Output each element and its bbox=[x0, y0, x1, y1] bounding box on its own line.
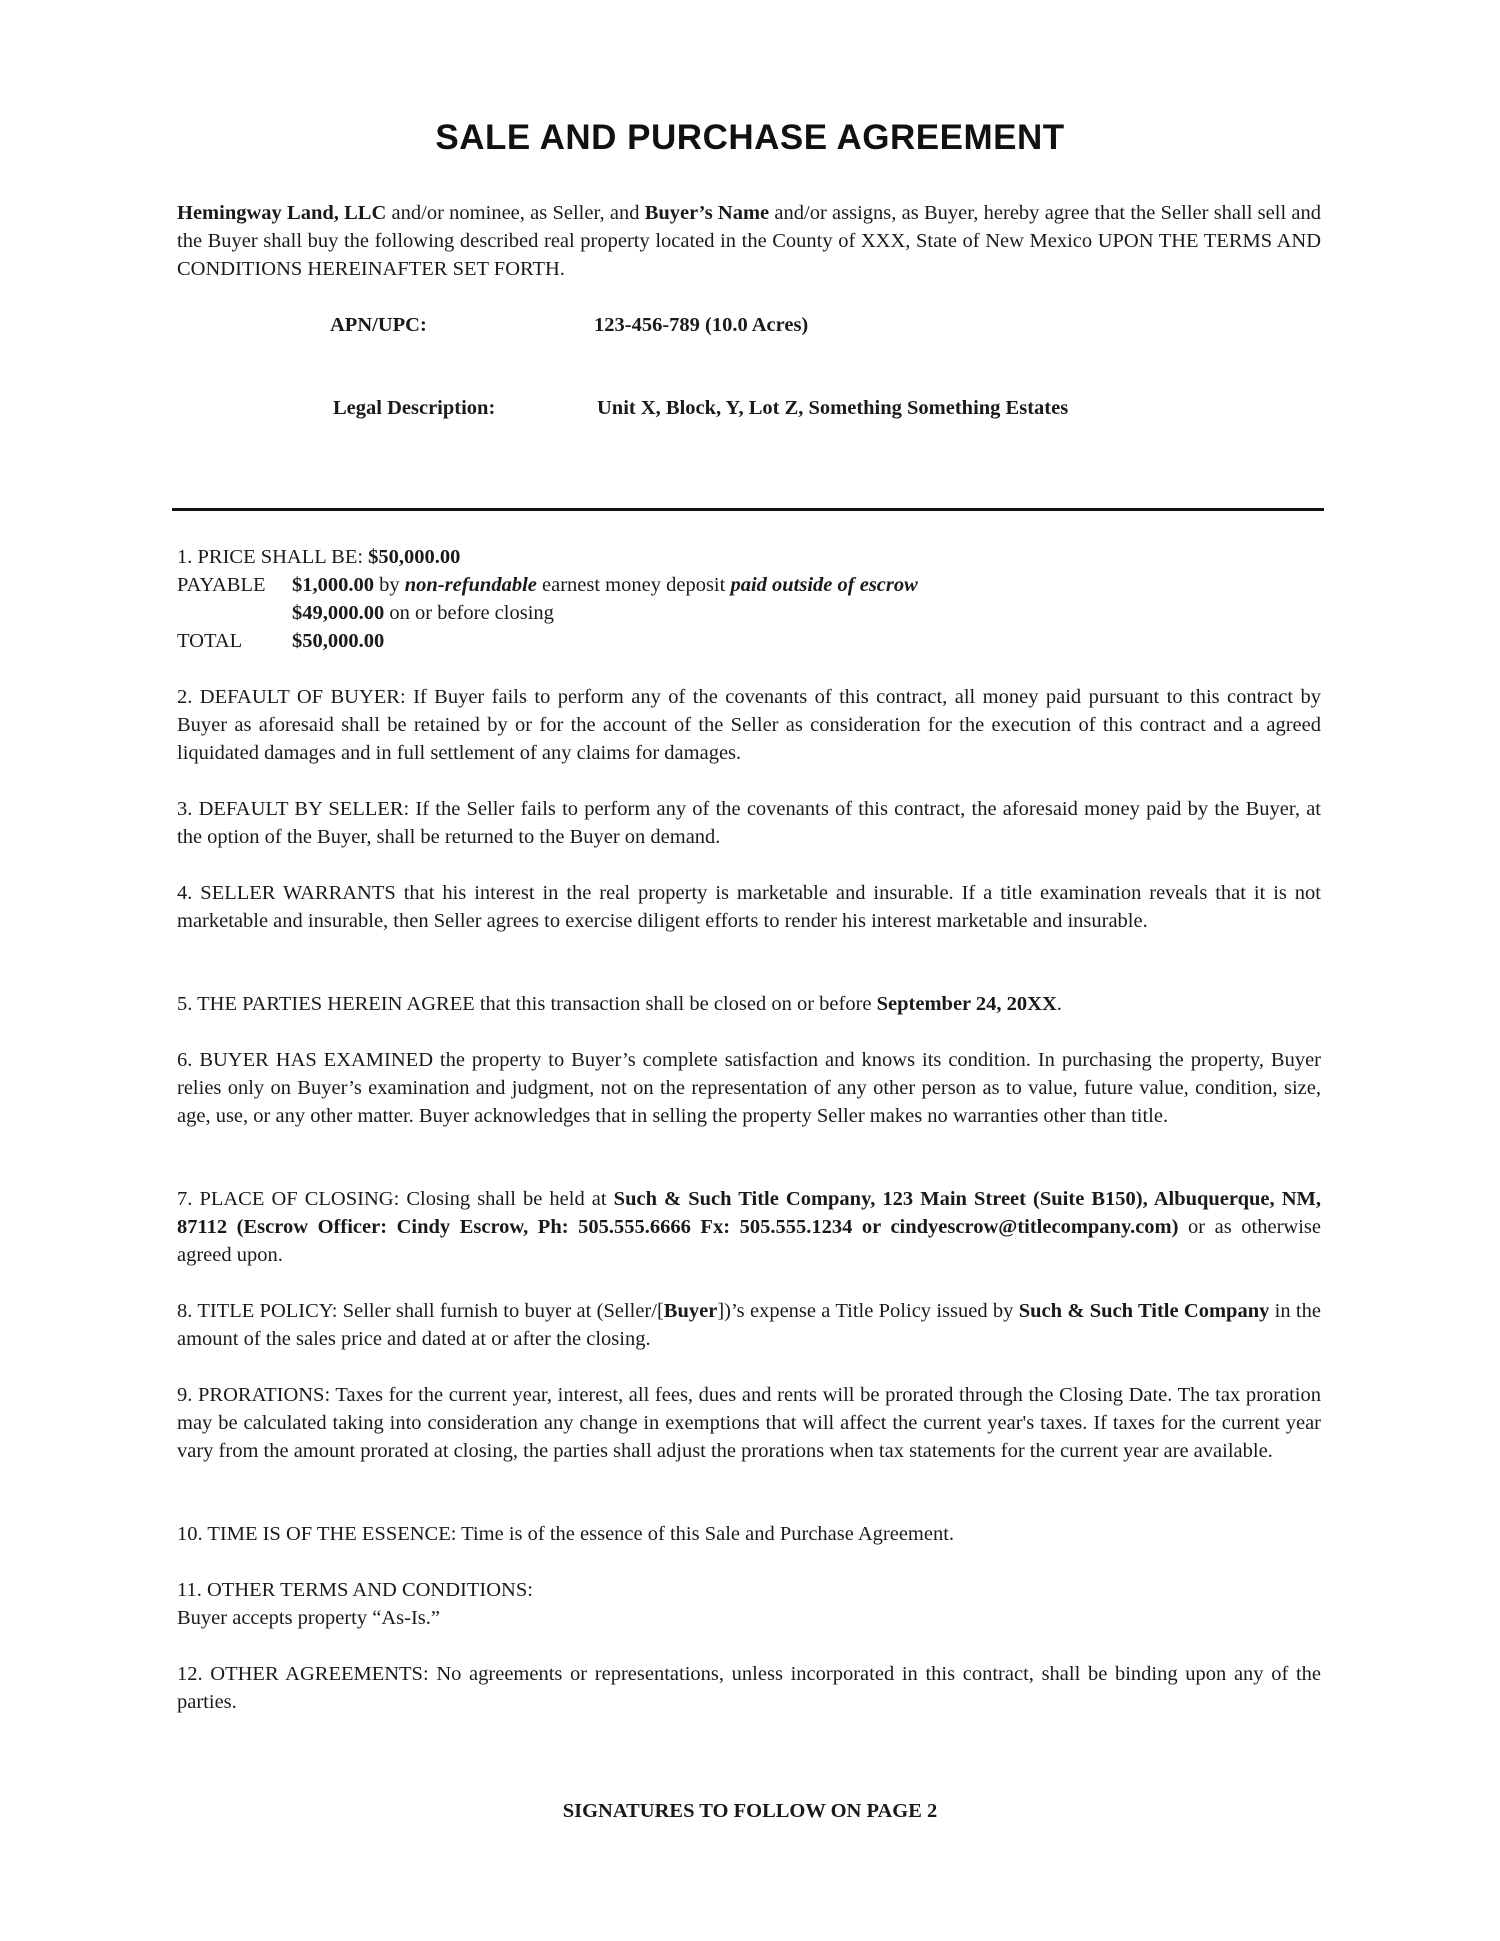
payable-line: PAYABLE $1,000.00 by non-refundable earnest money deposit paid outside of escrow bbox=[177, 574, 918, 596]
section-6: 6. BUYER HAS EXAMINED the property to Buyer’s complete satisfaction and knows its condition. In purchasing the property, Buyer relies only on Buyer’s examination and judgment, not on the representation of any other person as to value, future value, condition, size, age, use, or any other matter. Buyer acknowledges that in selling the property Seller makes no warranties other than title. bbox=[177, 1049, 1321, 1127]
intro-paragraph: Hemingway Land, LLC and/or nominee, as Seller, and Buyer’s Name and/or assigns, as Buyer, hereby agree that the Seller shall sell and the Buyer shall buy the following described real property located in the County of XXX, State of New Mexico UPON THE TERMS AND CONDITIONS HEREINAFTER SET FORTH. bbox=[177, 202, 1321, 280]
section-4: 4. SELLER WARRANTS that his interest in the real property is marketable and insurable. If a title examination reveals that it is not marketable and insurable, then Seller agrees to exercise diligent efforts to render his interest marketable and insurable. bbox=[177, 882, 1321, 932]
apn-label: APN/UPC: bbox=[330, 314, 427, 336]
seller-name: Hemingway Land, LLC bbox=[177, 202, 387, 224]
signatures-note: SIGNATURES TO FOLLOW ON PAGE 2 bbox=[562, 1800, 938, 1822]
balance-line: $49,000.00 on or before closing bbox=[292, 602, 554, 624]
section-7: 7. PLACE OF CLOSING: Closing shall be held at Such & Such Title Company, 123 Main Street (Suite B150), Albuquerque, NM, 87112 (Escrow Officer: Cindy Escrow, Ph: 505.555.6666 Fx: 505.555.1234 or cindyescrow@titlecompany.com) or as otherwise agreed upon. bbox=[177, 1188, 1322, 1266]
section-5: 5. THE PARTIES HEREIN AGREE that this transaction shall be closed on or before September 24, 20XX. bbox=[177, 993, 1062, 1015]
section-12: 12. OTHER AGREEMENTS: No agreements or representations, unless incorporated in this contract, shall be binding upon any of the parties. bbox=[177, 1663, 1321, 1713]
apn-value: 123-456-789 (10.0 Acres) bbox=[594, 314, 809, 336]
price-line: 1. PRICE SHALL BE: $50,000.00 bbox=[177, 546, 461, 568]
section-3: 3. DEFAULT BY SELLER: If the Seller fails to perform any of the covenants of this contract, the aforesaid money paid by the Buyer, at the option of the Buyer, shall be returned to the Buyer on demand. bbox=[177, 798, 1321, 848]
buyer-name: Buyer’s Name bbox=[644, 202, 770, 224]
section-8: 8. TITLE POLICY: Seller shall furnish to buyer at (Seller/[Buyer])’s expense a Title Policy issued by Such & Such Title Company in the amount of the sales price and dated at or after the closing. bbox=[177, 1300, 1321, 1350]
legal-description-value: Unit X, Block, Y, Lot Z, Something Something Estates bbox=[597, 397, 1069, 419]
price-section bbox=[177, 543, 918, 655]
section-11: 11. OTHER TERMS AND CONDITIONS: Buyer accepts property “As-Is.” bbox=[177, 1579, 533, 1629]
section-9: 9. PRORATIONS: Taxes for the current year, interest, all fees, dues and rents will be prorated through the Closing Date. The tax proration may be calculated taking into consideration any change in exemptions that will affect the current year's taxes. If taxes for the current year vary from the amount prorated at closing, the parties shall adjust the prorations when tax statements for the current year are available. bbox=[177, 1384, 1321, 1462]
legal-description-label: Legal Description: bbox=[333, 397, 496, 419]
document-title: SALE AND PURCHASE AGREEMENT bbox=[435, 118, 1065, 157]
total-line: TOTAL $50,000.00 bbox=[177, 630, 385, 652]
section-10: 10. TIME IS OF THE ESSENCE: Time is of the essence of this Sale and Purchase Agreement. bbox=[177, 1523, 955, 1545]
section-2: 2. DEFAULT OF BUYER: If Buyer fails to perform any of the covenants of this contract, all money paid pursuant to this contract by Buyer as aforesaid shall be retained by or for the account of the Seller as consideration for the execution of this contract and a agreed liquidated damages and in full settlement of any claims for damages. bbox=[177, 686, 1321, 764]
divider bbox=[172, 508, 1324, 511]
